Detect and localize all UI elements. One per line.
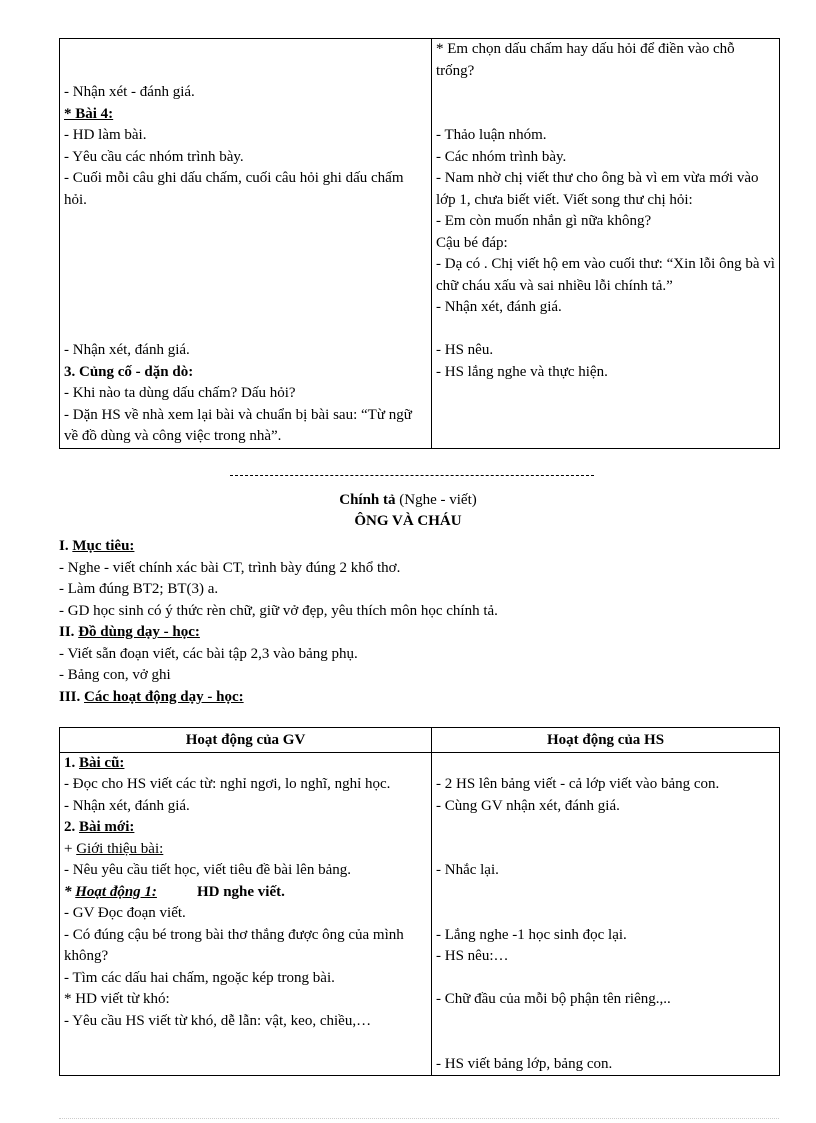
section-number: I. (59, 538, 73, 554)
text-line: - Cuối mỗi câu ghi dấu chấm, cuối câu hỏi ghi dấu chấm hỏi. (64, 170, 404, 208)
text-line: - Khi nào ta dùng dấu chấm? Dấu hỏi? (64, 385, 296, 401)
text-line: - Em còn muốn nhắn gì nữa không? (436, 213, 652, 229)
text-line: * HD viết từ khó: (64, 991, 170, 1007)
materials-item: - Viết sẵn đoạn viết, các bài tập 2,3 vào bảng phụ. (59, 645, 358, 662)
prefix: + (64, 840, 77, 857)
section-title: Các hoạt động dạy - học: (84, 688, 244, 705)
teacher-column (60, 752, 432, 1076)
prefix: * (64, 883, 76, 900)
section-number: III. (59, 688, 85, 705)
section-number: 2. (64, 819, 79, 835)
lesson-title: ÔNG VÀ CHÁU (354, 513, 462, 529)
text-line: - Nhận xét - đánh giá. (64, 84, 195, 100)
lesson-separator (230, 475, 594, 476)
objective-item: - Làm đúng BT2; BT(3) a. (59, 581, 219, 597)
activities-table-continued (59, 38, 780, 449)
text-line: - Nhận xét, đánh giá. (64, 342, 190, 358)
text-line: - HS nêu:… (436, 948, 509, 964)
header-student: Hoạt động của HS (432, 728, 780, 753)
text-line: Cậu bé đáp: (436, 234, 508, 251)
text-line: - Chữ đầu của mỗi bộ phận tên riêng.,.. (436, 991, 671, 1007)
student-column (432, 752, 780, 1076)
text-line: - Nêu yêu cầu tiết học, viết tiêu đề bài lên bảng. (64, 862, 351, 878)
activities-table (59, 727, 780, 1076)
text-line: - Tìm các dấu hai chấm, ngoặc kép trong bài. (64, 969, 335, 986)
page-bottom-rule (59, 1118, 779, 1119)
text-line: - Yêu cầu HS viết từ khó, dễ lẫn: vật, keo, chiều,… (64, 1012, 372, 1029)
objective-item: - Nghe - viết chính xác bài CT, trình bày đúng 2 khổ thơ. (59, 559, 401, 576)
text-line: - Nhận xét, đánh giá. (64, 797, 190, 814)
text-line: - Thảo luận nhóm. (436, 127, 547, 143)
lesson-subject (0, 492, 816, 509)
section-title: Đồ dùng dạy - học: (78, 624, 200, 640)
text-line: - HS lắng nghe và thực hiện. (436, 363, 608, 380)
text-line: - HD làm bài. (64, 127, 147, 143)
section-number: 1. (64, 754, 79, 771)
subheading: Giới thiệu bài: (76, 840, 164, 857)
activity-label: Hoạt động 1: (75, 883, 157, 900)
text-line: - 2 HS lên bảng viết - cả lớp viết vào bảng con. (436, 776, 720, 792)
text-line: - Lắng nghe -1 học sinh đọc lại. (436, 926, 627, 943)
subject-mode: (Nghe - viết) (395, 492, 477, 508)
text-line: * Em chọn dấu chấm hay dấu hỏi để điền vào chỗ trống? (436, 41, 735, 79)
section-heading: Bài mới: (79, 819, 135, 835)
text-line: - Yêu cầu các nhóm trình bày. (64, 148, 244, 165)
subject-label: Chính tả (339, 492, 396, 508)
text-line: - Nhận xét, đánh giá. (436, 299, 562, 315)
text-line: - HS nêu. (436, 342, 494, 358)
teacher-column (60, 39, 432, 449)
section-title: Mục tiêu: (72, 538, 135, 554)
text-line: - Các nhóm trình bày. (436, 148, 567, 165)
text-line: - Có đúng cậu bé trong bài thơ thắng được ông của mình không? (64, 926, 404, 964)
objective-item: - GD học sinh có ý thức rèn chữ, giữ vở đẹp, yêu thích môn học chính tả. (59, 602, 498, 619)
text-line: - Nam nhờ chị viết thư cho ông bà vì em vừa mới vào lớp 1, chưa biết viết. Viết song thư chị hỏi: (436, 170, 759, 208)
text-line: - Dặn HS về nhà xem lại bài và chuẩn bị bài sau: “Từ ngữ về đồ dùng và công việc trong nhà”. (64, 406, 412, 444)
section-heading: Bài cũ: (79, 754, 125, 771)
text-line: - Cùng GV nhận xét, đánh giá. (436, 797, 620, 814)
exercise-heading: * Bài 4: (64, 105, 114, 122)
text-line: - HS viết bảng lớp, bảng con. (436, 1055, 613, 1072)
text-line: - Nhắc lại. (436, 862, 499, 878)
student-column (432, 39, 780, 449)
objectives-section (59, 536, 779, 708)
text-line: - GV Đọc đoạn viết. (64, 905, 186, 921)
header-teacher: Hoạt động của GV (60, 728, 432, 753)
text-line: - Đọc cho HS viết các từ: nghỉ ngơi, lo nghĩ, nghỉ học. (64, 776, 391, 792)
materials-item: - Bảng con, vở ghi (59, 667, 171, 683)
activity-title: HD nghe viết. (196, 883, 285, 900)
section-number: II. (59, 624, 79, 640)
section-heading: 3. Củng cố - dặn dò: (64, 363, 194, 380)
text-line: - Dạ có . Chị viết hộ em vào cuối thư: “Xin lỗi ông bà vì chữ cháu xấu và sai nhiều lỗi chính tả.” (436, 256, 775, 294)
